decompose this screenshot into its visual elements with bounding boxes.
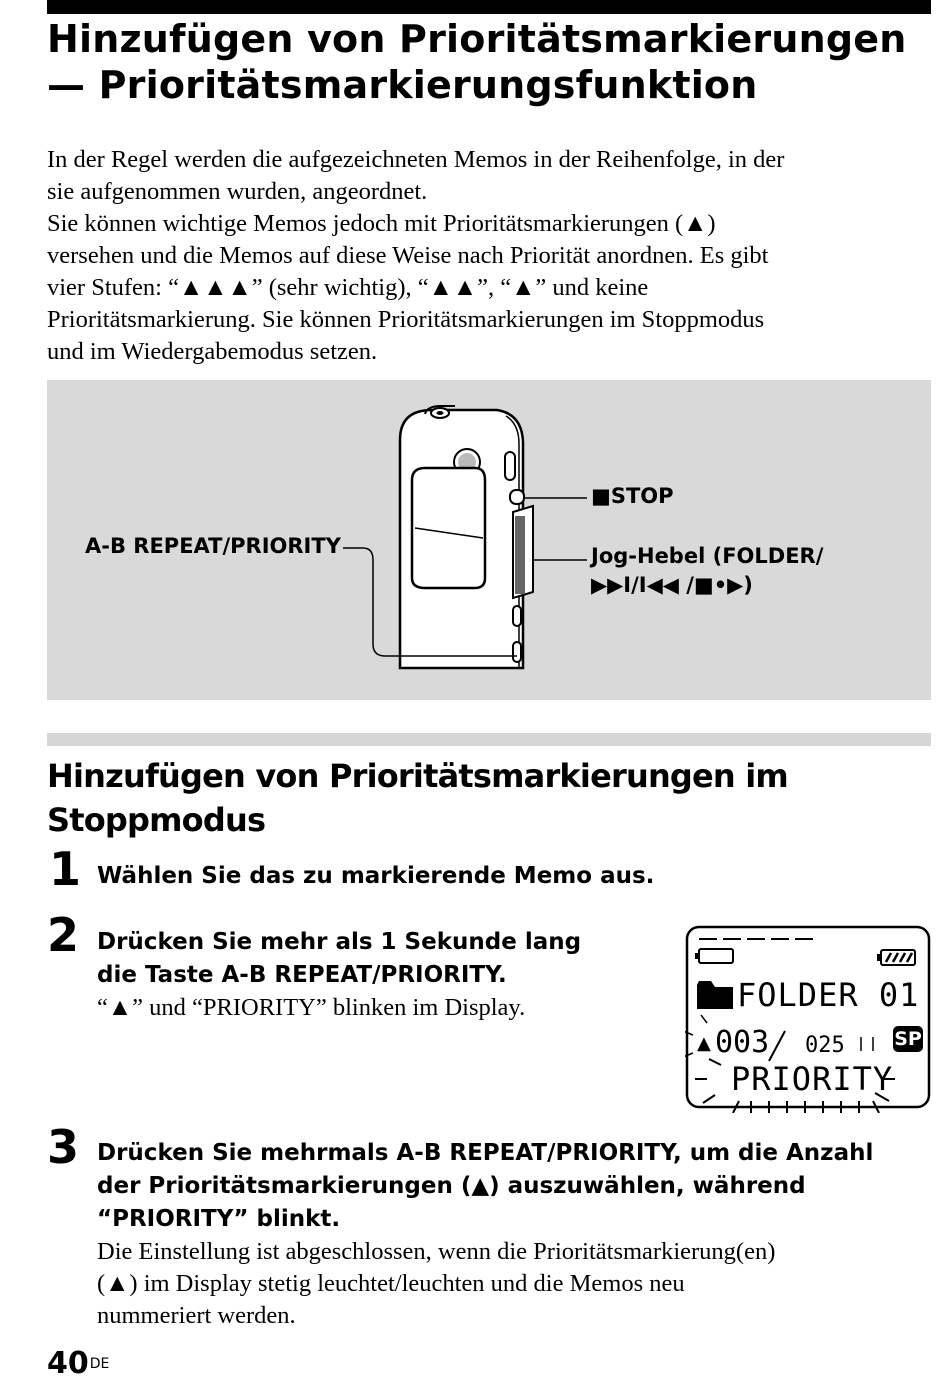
step-3-text <box>97 1137 937 1332</box>
step-3-heading-line-3: “PRIORITY” blinkt. <box>97 1206 341 1232</box>
section-title-line-2: Stoppmodus <box>47 801 266 839</box>
intro-line: sie aufgenommen wurden, angeordnet. <box>47 178 428 205</box>
step-2-text <box>97 926 657 1024</box>
title-line-2: — Prioritätsmarkierungsfunktion <box>47 63 758 107</box>
lcd-priority-text: PRIORITY <box>731 1060 894 1098</box>
lcd-display <box>685 925 933 1113</box>
step-1-number: 1 <box>49 842 82 896</box>
intro-line: vier Stufen: “▲▲▲” (sehr wichtig), “▲▲”, “▲” und keine <box>47 274 649 301</box>
step-3-heading-line-1: Drücken Sie mehrmals A-B REPEAT/PRIORITY, um die Anzahl <box>97 1140 874 1166</box>
step-3-number: 3 <box>47 1120 80 1174</box>
intro-line: Sie können wichtige Memos jedoch mit Prioritätsmarkierungen (▲) <box>47 210 716 237</box>
lcd-memo-number: 003 <box>715 1025 770 1060</box>
lcd-total-memos: 025 <box>805 1033 845 1058</box>
page-title <box>47 16 937 108</box>
stop-label: ■STOP <box>591 484 674 508</box>
lcd-folder-text: FOLDER 01 <box>737 976 920 1014</box>
title-line-1: Hinzufügen von Prioritätsmarkierungen <box>47 17 907 61</box>
step-2-heading-line-2: die Taste A-B REPEAT/PRIORITY. <box>97 962 507 988</box>
intro-line: Prioritätsmarkierung. Sie können Prioritätsmarkierungen im Stoppmodus <box>47 306 765 333</box>
intro-paragraph <box>47 144 937 368</box>
step-3-heading-line-2: der Prioritätsmarkierungen (▲) auszuwählen, während <box>97 1173 806 1199</box>
top-rule <box>47 0 931 14</box>
intro-line: In der Regel werden die aufgezeichneten Memos in der Reihenfolge, in der <box>47 146 785 173</box>
jog-lever-label-line-2: ▶▶I/I◀◀ /■•▶) <box>591 573 753 597</box>
ab-repeat-priority-label: A-B REPEAT/PRIORITY <box>85 534 341 558</box>
step-3-body-line-2: (▲) im Display stetig leuchtet/leuchten und die Memos neu <box>97 1270 685 1297</box>
device-illustration-panel <box>47 380 931 700</box>
intro-line: und im Wiedergabemodus setzen. <box>47 338 378 365</box>
step-2-number: 2 <box>47 908 80 962</box>
section-title <box>47 754 927 842</box>
step-1-heading: Wählen Sie das zu markierende Memo aus. <box>97 863 655 889</box>
step-3-body-line-1: Die Einstellung ist abgeschlossen, wenn die Prioritätsmarkierung(en) <box>97 1238 776 1265</box>
section-title-line-1: Hinzufügen von Prioritätsmarkierungen im <box>47 757 788 795</box>
intro-line: versehen und die Memos auf diese Weise nach Priorität anordnen. Es gibt <box>47 242 769 269</box>
page-number <box>47 1346 109 1382</box>
page-number-suffix: DE <box>89 1356 110 1372</box>
step-2-heading-line-1: Drücken Sie mehr als 1 Sekunde lang <box>97 929 582 955</box>
page-number-value: 40 <box>47 1346 89 1381</box>
jog-lever-label-line-1: Jog-Hebel (FOLDER/ <box>591 544 824 568</box>
step-2-body: “▲” und “PRIORITY” blinken im Display. <box>97 994 526 1021</box>
step-3-body-line-3: nummeriert werden. <box>97 1302 296 1329</box>
section-rule <box>47 733 931 746</box>
lcd-sp-badge: SP <box>894 1028 922 1050</box>
lcd-priority-mark: ▲ <box>697 1033 711 1054</box>
